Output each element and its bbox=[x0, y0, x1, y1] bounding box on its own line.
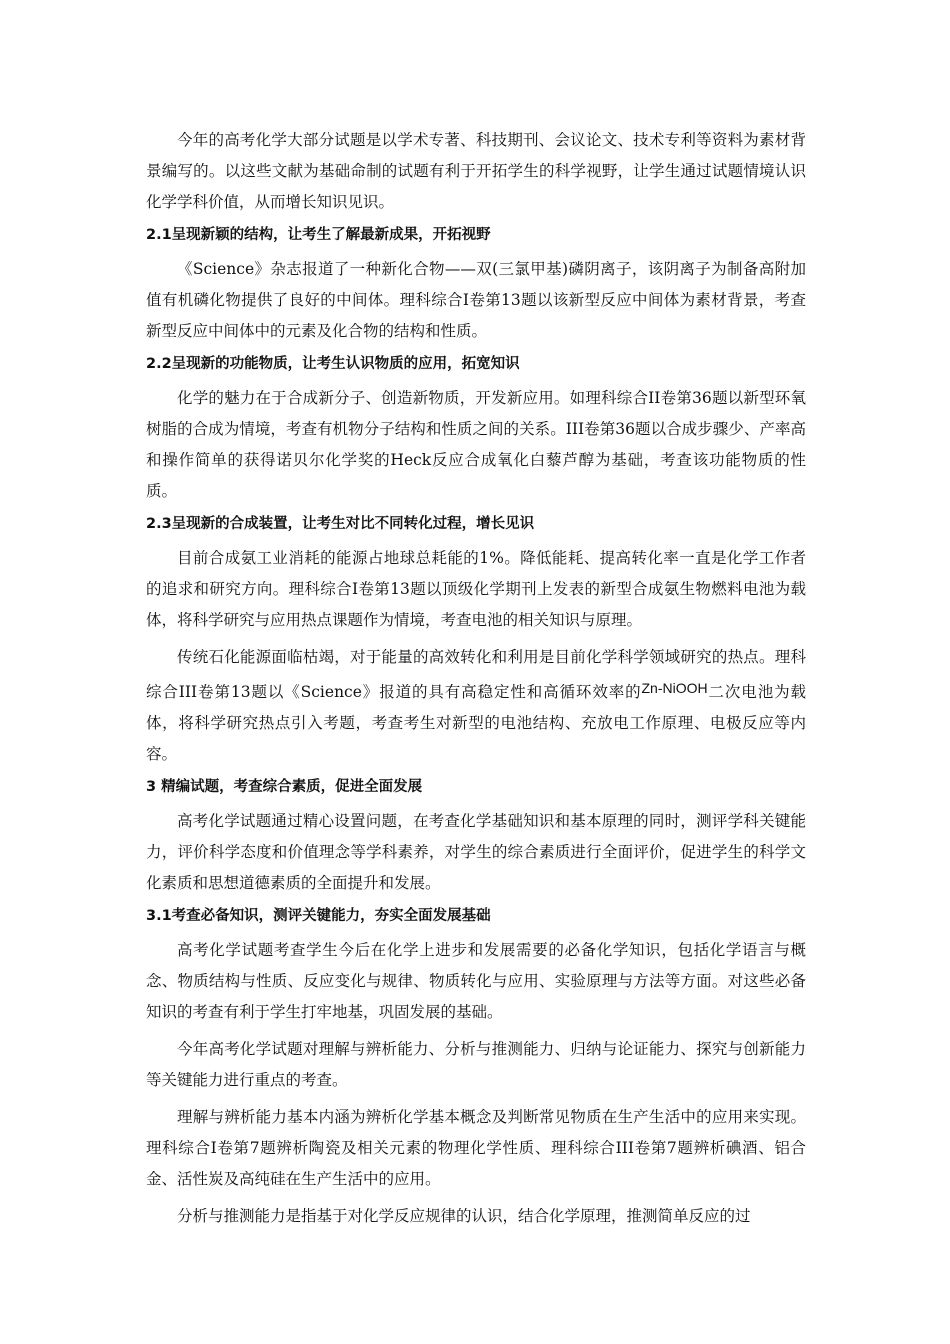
section-heading-2-2: 2.2呈现新的功能物质，让考生认识物质的应用，拓宽知识 bbox=[146, 356, 520, 372]
paragraph-understanding-ability: 理解与辨析能力基本内涵为辨析化学基本概念及判断常见物质在生产生活中的应用来实现。理科综合Ⅰ卷第7题辨析陶瓷及相关元素的物理化学性质、理科综合III卷第7题辨析碘酒、铝合金、活性炭及高纯硅在生产生活中的应用。 bbox=[146, 1108, 806, 1188]
document-body bbox=[146, 125, 806, 1238]
paragraph-comprehensive-quality: 高考化学试题通过精心设置问题，在考查化学基础知识和基本原理的同时，测评学科关键能力，评价科学态度和价值理念等学科素养，对学生的综合素质进行全面评价，促进学生的科学文化素质和思想道德素质的全面提升和发展。 bbox=[146, 812, 806, 892]
battery-formula: Zn-NiOOH bbox=[641, 680, 708, 696]
paragraph-battery bbox=[146, 642, 806, 770]
paragraph-science-anion: 《Science》杂志报道了一种新化合物——双(三氯甲基)磷阴离子，该阴离子为制备高附加值有机磷化物提供了良好的中间体。理科综合Ⅰ卷第13题以该新型反应中间体为素材背景，考查新型反应中间体中的元素及化合物的结构和性质。 bbox=[146, 260, 806, 340]
section-heading-2-3: 2.3呈现新的合成装置，让考生对比不同转化过程，增长见识 bbox=[146, 516, 535, 532]
section-heading-3: 3 精编试题，考查综合素质，促进全面发展 bbox=[146, 779, 423, 795]
section-heading-2-1: 2.1呈现新颖的结构，让考生了解最新成果，开拓视野 bbox=[146, 227, 491, 243]
intro-paragraph: 今年的高考化学大部分试题是以学术专著、科技期刊、会议论文、技术专利等资料为素材背景编写的。以这些文献为基础命制的试题有利于开拓学生的科学视野，让学生通过试题情境认识化学学科价值，从而增长知识见识。 bbox=[146, 131, 806, 211]
paragraph-functional-material: 化学的魅力在于合成新分子、创造新物质，开发新应用。如理科综合II卷第36题以新型环氧树脂的合成为情境，考查有机物分子结构和性质之间的关系。III卷第36题以合成步骤少、产率高和操作简单的获得诺贝尔化学奖的Heck反应合成氧化白藜芦醇为基础，考查该功能物质的性质。 bbox=[146, 389, 806, 500]
paragraph-key-abilities: 今年高考化学试题对理解与辨析能力、分析与推测能力、归纳与论证能力、探究与创新能力等关键能力进行重点的考查。 bbox=[146, 1040, 806, 1089]
paragraph-analysis-ability: 分析与推测能力是指基于对化学反应规律的认识，结合化学原理，推测简单反应的过 bbox=[177, 1207, 751, 1225]
battery-text-after: 二次电池为载体，将科学研究热点引入考题，考查考生对新型的电池结构、充放电工作原理、电极反应等内容。 bbox=[146, 683, 806, 763]
battery-text-before: 传统石化能源面临枯竭，对于能量的高效转化和利用是目前化学科学领域研究的热点。理科综合III卷第13题以《Science》报道的具有高稳定性和高循环效率的 bbox=[146, 648, 806, 701]
paragraph-ammonia-synthesis: 目前合成氨工业消耗的能源占地球总耗能的1%。降低能耗、提高转化率一直是化学工作者的追求和研究方向。理科综合Ⅰ卷第13题以顶级化学期刊上发表的新型合成氨生物燃料电池为载体，将科学研究与应用热点课题作为情境，考查电池的相关知识与原理。 bbox=[146, 549, 806, 629]
paragraph-essential-knowledge: 高考化学试题考查学生今后在化学上进步和发展需要的必备化学知识，包括化学语言与概念、物质结构与性质、反应变化与规律、物质转化与应用、实验原理与方法等方面。对这些必备知识的考查有利于学生打牢地基，巩固发展的基础。 bbox=[146, 941, 806, 1021]
section-heading-3-1: 3.1考查必备知识，测评关键能力，夯实全面发展基础 bbox=[146, 908, 491, 924]
